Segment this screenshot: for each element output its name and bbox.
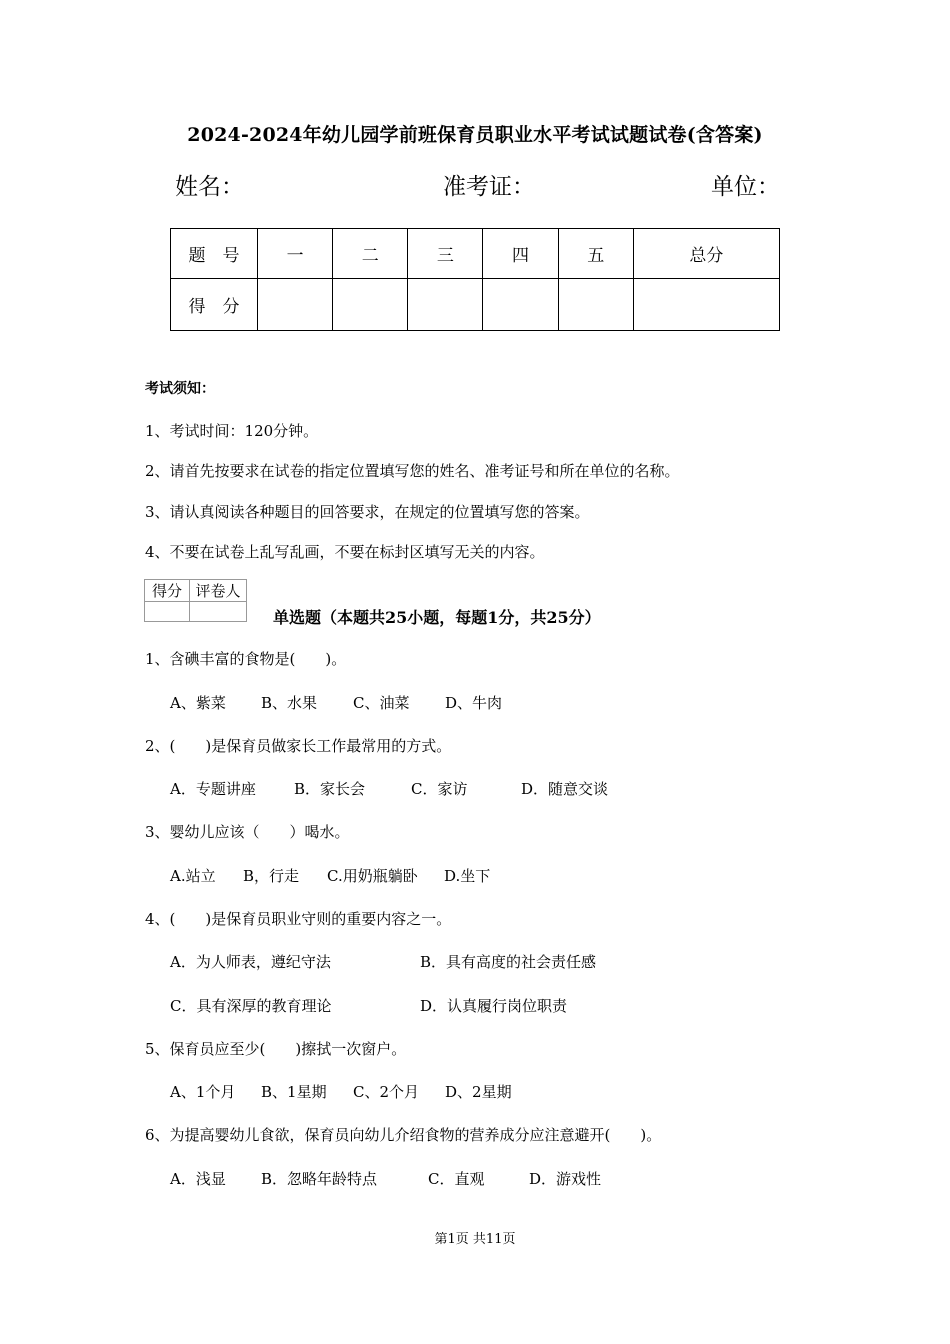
candidate-info-row — [175, 168, 780, 202]
question-option: C、油菜 — [353, 694, 410, 712]
question-option: C．具有深厚的教育理论 — [170, 997, 332, 1015]
question-option: B．家长会 — [294, 780, 366, 798]
question-option: A.站立 — [170, 867, 216, 885]
grader-name-cell[interactable] — [190, 602, 247, 622]
score-row-label: 得 分 — [171, 279, 258, 331]
exam-title: 2024-2024年幼儿园学前班保育员职业水平考试试题试卷(含答案) — [187, 124, 763, 146]
score-header-cell: 五 — [558, 229, 633, 279]
notice-item: 2、请首先按要求在试卷的指定位置填写您的姓名、准考证号和所在单位的名称。 — [145, 462, 680, 480]
score-input-cell[interactable] — [558, 279, 633, 331]
score-table-header-row — [171, 229, 780, 279]
grader-name-label: 评卷人 — [190, 580, 247, 602]
question-stem: 6、为提高婴幼儿食欲，保育员向幼儿介绍食物的营养成分应注意避开( )。 — [145, 1126, 662, 1144]
question-option: C．直观 — [428, 1170, 485, 1188]
question-option: B．具有高度的社会责任感 — [420, 953, 597, 971]
question-option: B、水果 — [261, 694, 318, 712]
score-header-cell: 二 — [333, 229, 408, 279]
question-stem: 4、( )是保育员职业守则的重要内容之一。 — [145, 910, 452, 928]
question-option: D、牛肉 — [445, 694, 503, 712]
notice-item: 1、考试时间：120分钟。 — [145, 422, 319, 440]
question-option: D．认真履行岗位职责 — [420, 997, 568, 1015]
question-stem: 5、保育员应至少( )擦拭一次窗户。 — [145, 1040, 407, 1058]
question-option: C.用奶瓶躺卧 — [327, 867, 418, 885]
question-option: A．专题讲座 — [170, 780, 256, 798]
score-table-score-row — [171, 279, 780, 331]
notice-item: 3、请认真阅读各种题目的回答要求，在规定的位置填写您的答案。 — [145, 503, 590, 521]
question-option: B、1星期 — [261, 1083, 327, 1101]
question-option: A、1个月 — [170, 1083, 236, 1101]
question-option: A、紫菜 — [170, 694, 226, 712]
score-input-cell[interactable] — [483, 279, 558, 331]
score-input-cell[interactable] — [633, 279, 779, 331]
notice-title: 考试须知： — [145, 381, 215, 397]
score-table — [170, 228, 780, 331]
score-header-cell: 四 — [483, 229, 558, 279]
score-input-cell[interactable] — [333, 279, 408, 331]
question-option: C．家访 — [411, 780, 468, 798]
score-header-cell: 题 号 — [171, 229, 258, 279]
question-option: D.坐下 — [444, 867, 491, 885]
score-header-cell: 总分 — [633, 229, 779, 279]
question-option: D、2星期 — [445, 1083, 512, 1101]
grader-box — [144, 579, 247, 622]
question-option: C、2个月 — [353, 1083, 420, 1101]
section-title: 单选题（本题共25小题，每题1分，共25分） — [273, 608, 601, 627]
question-stem: 2、( )是保育员做家长工作最常用的方式。 — [145, 737, 452, 755]
question-option: B．忽略年龄特点 — [261, 1170, 378, 1188]
score-header-cell: 一 — [258, 229, 333, 279]
grader-score-cell[interactable] — [145, 602, 190, 622]
page-footer: 第1页 共11页 — [434, 1232, 516, 1247]
score-input-cell[interactable] — [258, 279, 333, 331]
grader-score-label: 得分 — [145, 580, 190, 602]
question-option: A．浅显 — [170, 1170, 226, 1188]
question-option: A．为人师表，遵纪守法 — [170, 953, 331, 971]
notice-item: 4、不要在试卷上乱写乱画，不要在标封区填写无关的内容。 — [145, 543, 545, 561]
question-option: B，行走 — [243, 867, 300, 885]
question-option: D．游戏性 — [529, 1170, 602, 1188]
name-label: 姓名： — [175, 174, 244, 200]
unit-label: 单位： — [711, 174, 780, 200]
question-stem: 1、含碘丰富的食物是( )。 — [145, 650, 347, 668]
score-header-cell: 三 — [408, 229, 483, 279]
question-stem: 3、婴幼儿应该（ ）喝水。 — [145, 823, 350, 841]
question-option: D．随意交谈 — [521, 780, 609, 798]
exam-id-label: 准考证： — [443, 174, 535, 200]
score-input-cell[interactable] — [408, 279, 483, 331]
